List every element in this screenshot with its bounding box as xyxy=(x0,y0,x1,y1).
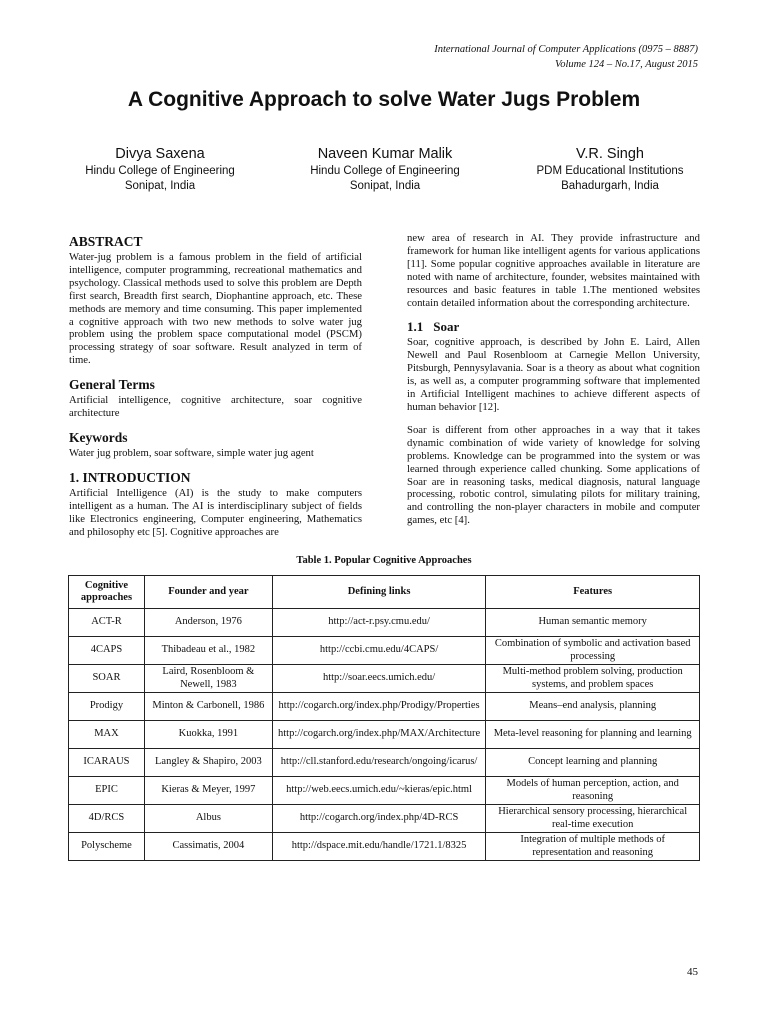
founder-cell: Albus xyxy=(144,805,272,833)
link-cell: http://act-r.psy.cmu.edu/ xyxy=(272,609,486,637)
link-cell: http://cogarch.org/index.php/Prodigy/Properties xyxy=(272,693,486,721)
soar-heading xyxy=(407,319,700,335)
link-cell: http://cogarch.org/index.php/MAX/Architecture xyxy=(272,721,486,749)
author-location: Bahadurgarh, India xyxy=(561,180,659,192)
column-header: Founder and year xyxy=(144,576,272,609)
approach-cell: 4CAPS xyxy=(69,637,145,665)
keywords-heading: Keywords xyxy=(69,429,128,445)
table-row xyxy=(69,609,700,637)
table-row xyxy=(69,777,700,805)
features-cell: Combination of symbolic and activation based processing xyxy=(486,637,700,665)
author-affiliation: Hindu College of Engineering xyxy=(310,165,460,177)
approach-cell: ACT-R xyxy=(69,609,145,637)
soar-paragraph: Soar is different from other approaches in a way that it takes dynamic combination of wide variety of knowledge for solving problems. Knowledge can be programmed into the system or was learned through experience called chunking. Some applications of Soar are in reasoning tasks, medical diagnosis, natural language processing, robotic control, simulating pilots for military training, and controlling the non-player characters in mobile and computer games, etc [4]. xyxy=(407,423,700,527)
table-row xyxy=(69,749,700,777)
link-cell: http://cogarch.org/index.php/4D-RCS xyxy=(272,805,486,833)
page-number: 45 xyxy=(687,966,698,978)
author-block xyxy=(80,144,240,194)
approach-cell: EPIC xyxy=(69,777,145,805)
table-caption: Table 1. Popular Cognitive Approaches xyxy=(296,555,472,566)
section-number: 1.1 xyxy=(407,319,424,335)
features-cell: Multi-method problem solving, production systems, and problem spaces xyxy=(486,665,700,693)
features-cell: Means–end analysis, planning xyxy=(486,693,700,721)
founder-cell: Kieras & Meyer, 1997 xyxy=(144,777,272,805)
features-cell: Integration of multiple methods of representation and reasoning xyxy=(486,833,700,861)
soar-paragraph: Soar, cognitive approach, is described by John E. Laird, Allen Newell and Paul Rosenbloom at Carnegie Mellon University, Pitsburgh, Pennysylavania. Soar is a theory as about what cognition is, as well as, a computer programming software that implemented in Artificial Intelligent machines to achieve different aspects of human behavior [12]. xyxy=(407,336,700,413)
features-cell: Meta-level reasoning for planning and learning xyxy=(486,721,700,749)
founder-cell: Cassimatis, 2004 xyxy=(144,833,272,861)
author-name: Divya Saxena xyxy=(115,146,205,162)
table-row xyxy=(69,637,700,665)
section-number: 1. xyxy=(69,469,80,485)
paper-title: A Cognitive Approach to solve Water Jugs Problem xyxy=(127,88,641,111)
approach-cell: Polyscheme xyxy=(69,833,145,861)
general-terms-text: Artificial intelligence, cognitive architecture, soar cognitive architecture xyxy=(69,394,362,420)
general-terms-heading: General Terms xyxy=(69,377,155,393)
abstract-text: Water-jug problem is a famous problem in the field of artificial intelligence, computer programming, recreational mathematics and psychology. Classical methods used to solve this problem are Depth first search, Breadth first search, Diophantine approach, etc. These methods are memory and time consuming. This paper implemented a cognitive approach with two new methods to solve water jug problem using the problem space computational model (PSCM) processing strategy of soar software. Result analyzed in term of time. xyxy=(69,251,362,367)
journal-volume: Volume 124 – No.17, August 2015 xyxy=(554,59,698,70)
introduction-continued: new area of research in AI. They provide infrastructure and framework for human like intelligent agents for various applications [11]. Some popular cognitive approaches available in literature are noted with name of architecture, founder, websites maintained with resources and basic features in table 1.The mentioned websites contain detailed information about the corresponding architecture. xyxy=(407,232,700,309)
table-row xyxy=(69,805,700,833)
author-block xyxy=(520,144,700,194)
author-location: Sonipat, India xyxy=(349,180,421,192)
features-cell: Models of human perception, action, and reasoning xyxy=(486,777,700,805)
abstract-heading: ABSTRACT xyxy=(69,234,143,249)
founder-cell: Langley & Shapiro, 2003 xyxy=(144,749,272,777)
table-row xyxy=(69,665,700,693)
author-location: Sonipat, India xyxy=(124,180,196,192)
right-column xyxy=(407,232,700,537)
cognitive-approaches-table xyxy=(68,575,700,861)
link-cell: http://dspace.mit.edu/handle/1721.1/8325 xyxy=(272,833,486,861)
table-row xyxy=(69,833,700,861)
founder-cell: Thibadeau et al., 1982 xyxy=(144,637,272,665)
left-column xyxy=(69,232,362,549)
column-header: Features xyxy=(486,576,700,609)
journal-header xyxy=(434,42,698,72)
author-block xyxy=(295,144,475,194)
author-name: V.R. Singh xyxy=(576,146,644,162)
founder-cell: Minton & Carbonell, 1986 xyxy=(144,693,272,721)
journal-name: International Journal of Computer Applications (0975 – 8887) xyxy=(434,44,698,55)
approach-cell: SOAR xyxy=(69,665,145,693)
table-row xyxy=(69,693,700,721)
table-body xyxy=(69,609,700,861)
founder-cell: Anderson, 1976 xyxy=(144,609,272,637)
features-cell: Concept learning and planning xyxy=(486,749,700,777)
link-cell: http://cll.stanford.edu/research/ongoing/icarus/ xyxy=(272,749,486,777)
founder-cell: Laird, Rosenbloom & Newell, 1983 xyxy=(144,665,272,693)
section-title: INTRODUCTION xyxy=(82,469,191,485)
section-title: Soar xyxy=(433,319,460,335)
approach-cell: ICARAUS xyxy=(69,749,145,777)
link-cell: http://web.eecs.umich.edu/~kieras/epic.html xyxy=(272,777,486,805)
introduction-text: Artificial Intelligence (AI) is the study to make computers intelligent as a human. The AI is interdisciplinary subject of fields like Electronics engineering, Computer engineering, Mathematics and philosophy etc [5]. Cognitive approaches are xyxy=(69,486,362,538)
features-cell: Human semantic memory xyxy=(486,609,700,637)
features-cell: Hierarchical sensory processing, hierarchical real-time execution xyxy=(486,805,700,833)
author-name: Naveen Kumar Malik xyxy=(317,146,453,162)
approach-cell: MAX xyxy=(69,721,145,749)
column-header: Defining links xyxy=(272,576,486,609)
introduction-heading xyxy=(69,470,362,486)
founder-cell: Kuokka, 1991 xyxy=(144,721,272,749)
author-affiliation: Hindu College of Engineering xyxy=(85,165,235,177)
table-header-row xyxy=(69,576,700,609)
column-header: Cognitive approaches xyxy=(69,576,145,609)
author-affiliation: PDM Educational Institutions xyxy=(536,165,684,177)
approach-cell: Prodigy xyxy=(69,693,145,721)
keywords-text: Water jug problem, soar software, simple water jug agent xyxy=(69,446,314,459)
approach-cell: 4D/RCS xyxy=(69,805,145,833)
link-cell: http://soar.eecs.umich.edu/ xyxy=(272,665,486,693)
link-cell: http://ccbi.cmu.edu/4CAPS/ xyxy=(272,637,486,665)
table-row xyxy=(69,721,700,749)
